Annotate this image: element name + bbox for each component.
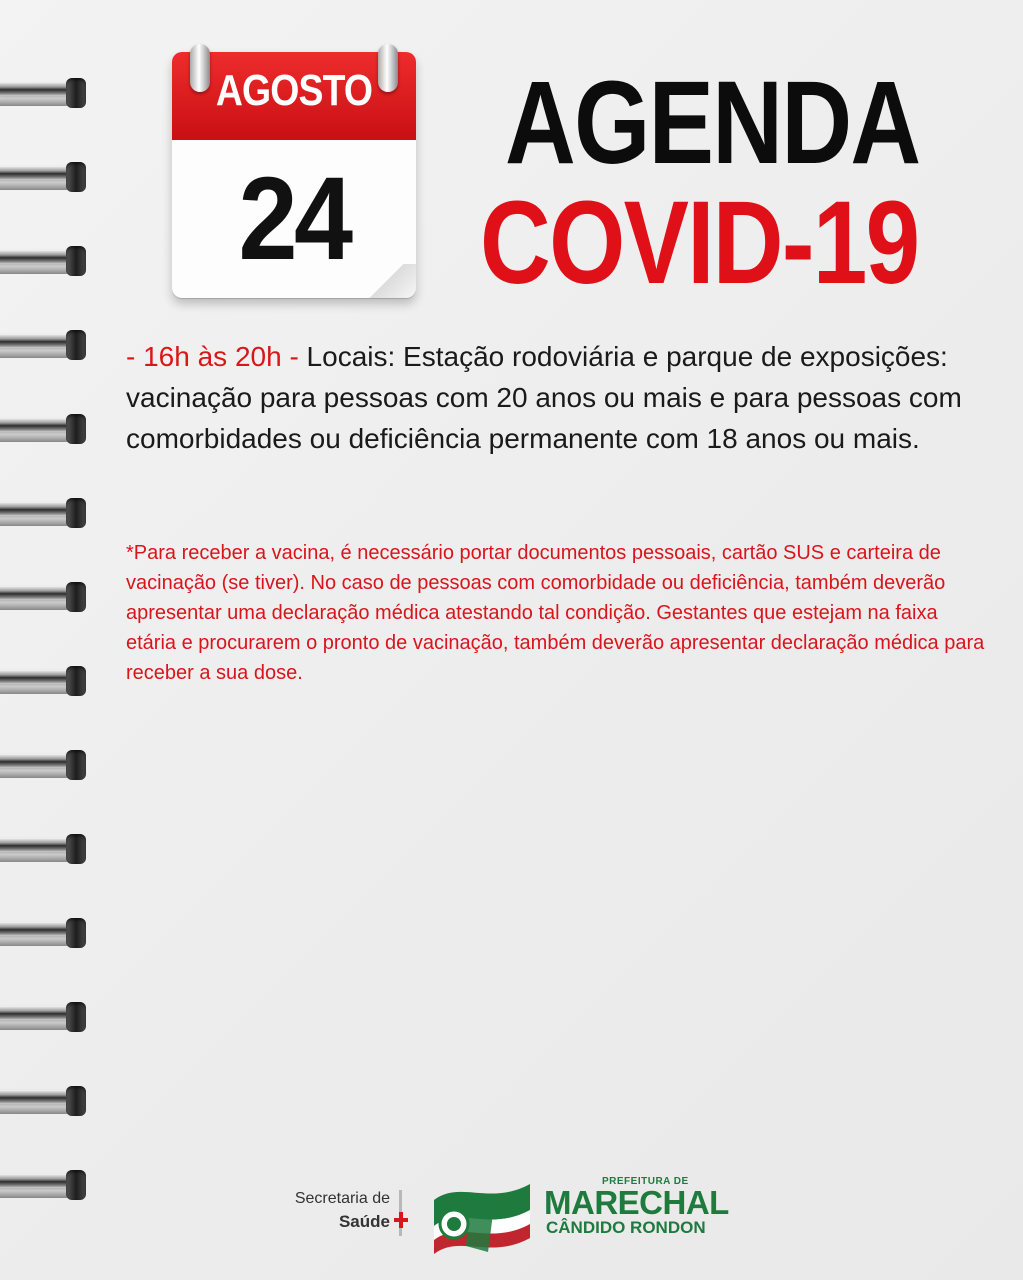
spiral-binding-ring <box>0 490 92 534</box>
requirements-note: *Para receber a vacina, é necessário portar documentos pessoais, cartão SUS e carteira de vacinação (se tiver). No caso de pessoas com comorbidade ou deficiência, também deverão apresentar uma declaração médica atestando tal condição. Gestantes que estejam na faixa etária e procurarem o pronto de vacinação, também deverão apresentar declaração médica para receber a sua dose. <box>126 542 985 684</box>
spiral-binding-ring <box>0 70 92 114</box>
spiral-binding-ring <box>0 574 92 618</box>
city-name-line2: CÂNDIDO RONDON <box>546 1218 706 1237</box>
spiral-binding-ring <box>0 742 92 786</box>
health-cross-icon <box>394 1190 408 1236</box>
calendar-day: 24 <box>238 153 350 285</box>
saude-label: Saúde <box>338 1212 390 1231</box>
footer-logos <box>286 1172 746 1262</box>
spiral-binding-ring <box>0 406 92 450</box>
schedule-time: - 16h às 20h - <box>126 341 299 372</box>
city-name-line1: MARECHAL <box>544 1184 729 1221</box>
schedule-description: Locais: Estação rodoviária e parque de exposições: vacinação para pessoas com 20 anos ou mais e para pessoas com comorbidades ou deficiência permanente com 18 anos ou mais. <box>126 341 962 454</box>
spiral-binding-ring <box>0 910 92 954</box>
spiral-binding-ring <box>0 154 92 198</box>
page-curl <box>356 264 416 298</box>
spiral-binding-ring <box>0 322 92 366</box>
spiral-binding-ring <box>0 1162 92 1206</box>
spiral-binding-ring <box>0 238 92 282</box>
spiral-binding-ring <box>0 994 92 1038</box>
page-title: AGENDA <box>505 57 920 189</box>
page-subtitle: COVID-19 <box>480 177 919 309</box>
spiral-binding-ring <box>0 1078 92 1122</box>
secretaria-label: Secretaria de <box>294 1190 390 1207</box>
calendar-month: AGOSTO <box>215 66 373 115</box>
spiral-binding-ring <box>0 826 92 870</box>
calendar-icon <box>172 52 416 302</box>
flag-logo-icon <box>430 1176 534 1258</box>
spiral-binding-ring <box>0 658 92 702</box>
prefeitura-label: PREFEITURA DE <box>602 1176 689 1187</box>
schedule-text <box>126 336 986 459</box>
